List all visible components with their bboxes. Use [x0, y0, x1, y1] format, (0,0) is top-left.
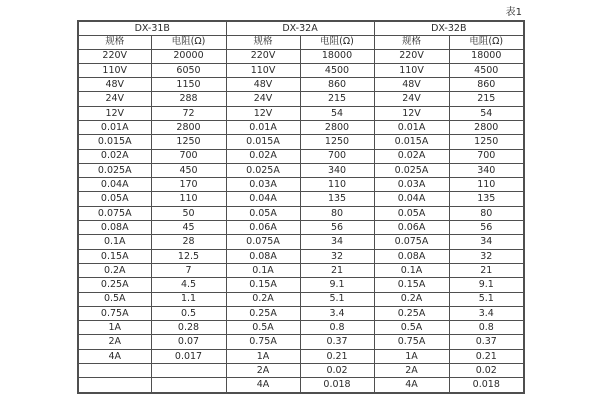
- spec-cell: 4A: [226, 378, 300, 393]
- spec-cell: 0.25A: [226, 306, 300, 320]
- spec-cell: 0.025A: [78, 163, 151, 177]
- resistance-cell: 32: [449, 249, 524, 263]
- spec-cell: 48V: [78, 78, 151, 92]
- resistance-cell: 1250: [449, 135, 524, 149]
- table-row: [78, 263, 524, 277]
- spec-cell: 0.2A: [374, 292, 449, 306]
- spec-cell: 0.05A: [226, 206, 300, 220]
- spec-cell: 0.5A: [226, 321, 300, 335]
- spec-cell: 0.03A: [226, 178, 300, 192]
- resistance-cell: 7: [151, 263, 226, 277]
- table-row: [78, 192, 524, 206]
- spec-cell: 0.04A: [78, 178, 151, 192]
- table-row: [78, 235, 524, 249]
- resistance-cell: 5.1: [300, 292, 374, 306]
- spec-cell: 24V: [374, 92, 449, 106]
- resistance-cell: 1250: [300, 135, 374, 149]
- spec-cell: 0.25A: [374, 306, 449, 320]
- spec-cell: 220V: [226, 49, 300, 63]
- group-header-row: [78, 21, 524, 35]
- resistance-cell: 340: [449, 163, 524, 177]
- resistance-cell: 0.8: [449, 321, 524, 335]
- spec-cell: 0.015A: [78, 135, 151, 149]
- table-row: [78, 120, 524, 134]
- resistance-cell: 215: [300, 92, 374, 106]
- resistance-cell: 0.018: [449, 378, 524, 393]
- spec-cell: 0.5A: [78, 292, 151, 306]
- resistance-cell: 72: [151, 106, 226, 120]
- resistance-cell: 0.018: [300, 378, 374, 393]
- resistance-cell: 3.4: [300, 306, 374, 320]
- table-caption: 表1: [505, 7, 522, 18]
- spec-column-header: 规格: [374, 35, 449, 49]
- spec-cell: 220V: [374, 49, 449, 63]
- spec-cell: 0.06A: [226, 221, 300, 235]
- spec-cell: 0.04A: [374, 192, 449, 206]
- spec-cell: 0.25A: [78, 278, 151, 292]
- spec-cell: 0.1A: [374, 263, 449, 277]
- spec-cell: 0.02A: [78, 149, 151, 163]
- spec-cell: 0.08A: [226, 249, 300, 263]
- spec-cell: 110V: [78, 63, 151, 77]
- table-row: [78, 292, 524, 306]
- resistance-cell: 6050: [151, 63, 226, 77]
- spec-cell: 0.025A: [374, 163, 449, 177]
- table-row: [78, 49, 524, 63]
- resistance-cell: 34: [449, 235, 524, 249]
- resistance-cell: 0.37: [449, 335, 524, 349]
- resistance-cell: 4500: [449, 63, 524, 77]
- resistance-cell: 860: [300, 78, 374, 92]
- resistance-cell: 0.8: [300, 321, 374, 335]
- spec-cell: 0.05A: [78, 192, 151, 206]
- resistance-cell: 4500: [300, 63, 374, 77]
- spec-cell: 0.75A: [78, 306, 151, 320]
- spec-cell: 0.1A: [226, 263, 300, 277]
- resistance-cell: 0.07: [151, 335, 226, 349]
- resistance-cell: 56: [449, 221, 524, 235]
- resistance-cell: 12.5: [151, 249, 226, 263]
- spec-cell: 0.01A: [226, 120, 300, 134]
- table-row: [78, 63, 524, 77]
- resistance-cell: 54: [449, 106, 524, 120]
- table-header: [78, 21, 524, 49]
- resistance-cell: 5.1: [449, 292, 524, 306]
- resistance-cell: 21: [449, 263, 524, 277]
- table-row: [78, 378, 524, 393]
- resistance-cell: 2800: [151, 120, 226, 134]
- resistance-cell: 28: [151, 235, 226, 249]
- spec-cell: 0.075A: [78, 206, 151, 220]
- spec-cell: 0.015A: [374, 135, 449, 149]
- spec-cell: 2A: [374, 364, 449, 378]
- spec-cell: 12V: [226, 106, 300, 120]
- spec-cell: 220V: [78, 49, 151, 63]
- resistance-cell: 21: [300, 263, 374, 277]
- spec-cell: 0.2A: [78, 263, 151, 277]
- table-body: [78, 49, 524, 393]
- resistance-cell: 80: [449, 206, 524, 220]
- group-header-dx31b: DX-31B: [78, 21, 226, 35]
- spec-cell: 4A: [78, 349, 151, 363]
- table-row: [78, 135, 524, 149]
- spec-cell: 24V: [226, 92, 300, 106]
- resistance-cell: 9.1: [449, 278, 524, 292]
- table-row: [78, 306, 524, 320]
- spec-cell: 0.2A: [226, 292, 300, 306]
- resistance-cell: 288: [151, 92, 226, 106]
- spec-cell: 24V: [78, 92, 151, 106]
- resistance-cell: 0.28: [151, 321, 226, 335]
- spec-cell: 0.08A: [374, 249, 449, 263]
- spec-cell: 0.075A: [374, 235, 449, 249]
- resistance-cell: 340: [300, 163, 374, 177]
- resistance-cell: 2800: [449, 120, 524, 134]
- resistance-cell: 700: [151, 149, 226, 163]
- spec-cell: 0.08A: [78, 221, 151, 235]
- spec-cell: 48V: [374, 78, 449, 92]
- table-row: [78, 106, 524, 120]
- spec-cell: 0.1A: [78, 235, 151, 249]
- resistance-cell: 700: [449, 149, 524, 163]
- spec-cell: 12V: [78, 106, 151, 120]
- table-row: [78, 249, 524, 263]
- resistance-cell: 1.1: [151, 292, 226, 306]
- spec-cell: 0.02A: [374, 149, 449, 163]
- table-row: [78, 78, 524, 92]
- resistance-column-header: 电阻(Ω): [449, 35, 524, 49]
- resistance-cell: 1250: [151, 135, 226, 149]
- resistance-cell: 135: [300, 192, 374, 206]
- group-header-dx32a: DX-32A: [226, 21, 374, 35]
- group-header-dx32b: DX-32B: [374, 21, 524, 35]
- resistance-cell: 32: [300, 249, 374, 263]
- table-row: [78, 206, 524, 220]
- spec-cell: 4A: [374, 378, 449, 393]
- spec-cell: 2A: [78, 335, 151, 349]
- resistance-cell: 0.5: [151, 306, 226, 320]
- table-row: [78, 278, 524, 292]
- resistance-cell: 0.21: [300, 349, 374, 363]
- resistance-cell: 54: [300, 106, 374, 120]
- resistance-cell: 0.017: [151, 349, 226, 363]
- resistance-cell: 18000: [449, 49, 524, 63]
- spec-cell: 0.01A: [78, 120, 151, 134]
- spec-cell: 0.75A: [226, 335, 300, 349]
- table-row: [78, 349, 524, 363]
- spec-cell: 0.75A: [374, 335, 449, 349]
- spec-cell: 1A: [226, 349, 300, 363]
- resistance-cell: [151, 364, 226, 378]
- resistance-cell: 34: [300, 235, 374, 249]
- resistance-cell: 860: [449, 78, 524, 92]
- spec-cell: 0.03A: [374, 178, 449, 192]
- spec-cell: 0.025A: [226, 163, 300, 177]
- spec-cell: 0.5A: [374, 321, 449, 335]
- sub-header-row: [78, 35, 524, 49]
- resistance-cell: 50: [151, 206, 226, 220]
- spec-column-header: 规格: [78, 35, 151, 49]
- resistance-cell: 215: [449, 92, 524, 106]
- spec-cell: [78, 364, 151, 378]
- spec-cell: [78, 378, 151, 393]
- resistance-cell: 4.5: [151, 278, 226, 292]
- spec-cell: 2A: [226, 364, 300, 378]
- resistance-spec-table: [77, 20, 525, 394]
- resistance-cell: 20000: [151, 49, 226, 63]
- spec-cell: 0.15A: [374, 278, 449, 292]
- resistance-cell: 18000: [300, 49, 374, 63]
- resistance-cell: 80: [300, 206, 374, 220]
- resistance-cell: 170: [151, 178, 226, 192]
- table-row: [78, 149, 524, 163]
- table-row: [78, 221, 524, 235]
- spec-cell: 0.075A: [226, 235, 300, 249]
- spec-column-header: 规格: [226, 35, 300, 49]
- resistance-cell: 0.02: [449, 364, 524, 378]
- resistance-cell: 110: [151, 192, 226, 206]
- spec-cell: 0.06A: [374, 221, 449, 235]
- resistance-cell: 56: [300, 221, 374, 235]
- table-row: [78, 92, 524, 106]
- spec-cell: 110V: [226, 63, 300, 77]
- spec-cell: 1A: [78, 321, 151, 335]
- resistance-column-header: 电阻(Ω): [151, 35, 226, 49]
- spec-cell: 48V: [226, 78, 300, 92]
- spec-cell: 0.15A: [78, 249, 151, 263]
- spec-cell: 0.05A: [374, 206, 449, 220]
- resistance-cell: 0.37: [300, 335, 374, 349]
- resistance-cell: [151, 378, 226, 393]
- resistance-cell: 45: [151, 221, 226, 235]
- resistance-cell: 110: [449, 178, 524, 192]
- resistance-cell: 110: [300, 178, 374, 192]
- resistance-cell: 450: [151, 163, 226, 177]
- table-row: [78, 335, 524, 349]
- resistance-column-header: 电阻(Ω): [300, 35, 374, 49]
- table-row: [78, 321, 524, 335]
- resistance-cell: 0.02: [300, 364, 374, 378]
- table-row: [78, 163, 524, 177]
- resistance-cell: 135: [449, 192, 524, 206]
- resistance-cell: 2800: [300, 120, 374, 134]
- table-row: [78, 364, 524, 378]
- spec-cell: 0.015A: [226, 135, 300, 149]
- resistance-cell: 3.4: [449, 306, 524, 320]
- spec-cell: 110V: [374, 63, 449, 77]
- spec-cell: 1A: [374, 349, 449, 363]
- spec-cell: 0.04A: [226, 192, 300, 206]
- resistance-cell: 700: [300, 149, 374, 163]
- resistance-cell: 1150: [151, 78, 226, 92]
- spec-cell: 12V: [374, 106, 449, 120]
- spec-cell: 0.02A: [226, 149, 300, 163]
- resistance-cell: 9.1: [300, 278, 374, 292]
- spec-cell: 0.01A: [374, 120, 449, 134]
- table-row: [78, 178, 524, 192]
- spec-cell: 0.15A: [226, 278, 300, 292]
- resistance-cell: 0.21: [449, 349, 524, 363]
